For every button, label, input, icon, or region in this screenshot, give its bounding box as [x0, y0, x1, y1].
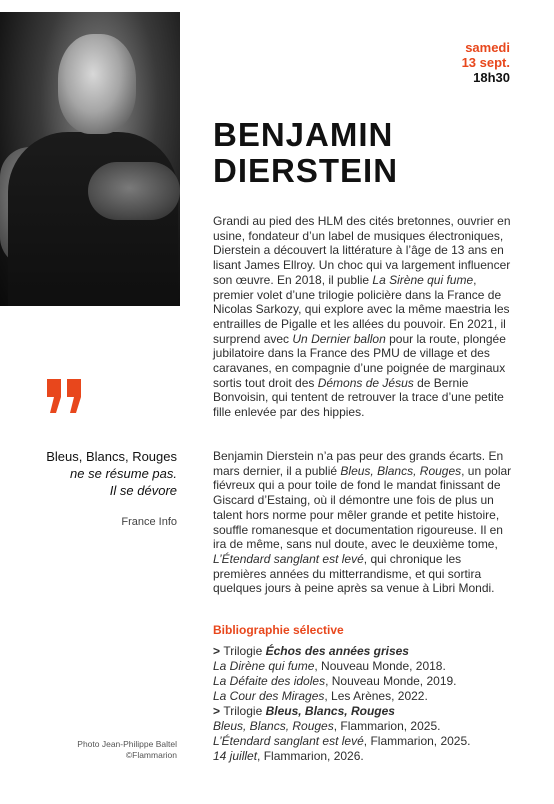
- bio-run: , qui chronique les premières années du mitterrandisme, et qui sortira quelques jours à peine après sa venue à Libri Mondi.: [213, 551, 495, 596]
- bio-paragraph-2: [213, 449, 513, 596]
- bio-run: Benjamin Dierstein n’a pas peur des grands écarts. En mars dernier, il a publié: [213, 449, 504, 478]
- bio-run: Grandi au pied des HLM des cités bretonnes, ouvrier en usine, fondateur d’un label de musiques électroniques, Dierstein a découvert la littérature à l’âge de 13 ans en lisant James Ellroy. Un choc qui va largement influencer son œuvre. En 2018, il publie: [213, 214, 511, 287]
- quote-line-3: Il se dévore: [109, 483, 177, 498]
- author-name-line1: BENJAMIN: [213, 116, 394, 153]
- bio-run: L’Étendard sanglant est levé: [213, 551, 364, 566]
- bibliography-item: La Dirène qui fume, Nouveau Monde, 2018.: [213, 659, 446, 673]
- bibliography-item: L’Étendard sanglant est levé, Flammarion, 2025.: [213, 734, 471, 748]
- photo-arm-right: [88, 162, 180, 220]
- bio-paragraph-2-text: [213, 449, 513, 596]
- bibliography-item: La Cour des Mirages, Les Arènes, 2022.: [213, 689, 428, 703]
- bibliography-item: Bleus, Blancs, Rouges, Flammarion, 2025.: [213, 719, 441, 733]
- bio-run: de Bernie Bonvoisin, qui tentent de retrouver la trace d’une petite fille enlevée par des hippies.: [213, 375, 504, 420]
- author-name: [213, 117, 398, 189]
- event-day: samedi: [465, 40, 510, 55]
- bibliography-title: Bibliographie sélective: [213, 623, 344, 637]
- bio-run: La Sirène qui fume: [372, 272, 474, 287]
- photo-credit: [77, 739, 177, 761]
- bibliography-series: > Trilogie Échos des années grises: [213, 644, 409, 658]
- photo-credit-line1: Photo Jean-Philippe Baltel: [77, 739, 177, 749]
- bibliography-list: [213, 644, 533, 764]
- bibliography-item: La Défaite des idoles, Nouveau Monde, 2019.: [213, 674, 457, 688]
- bio-run: , premier volet d’une trilogie policière dans la France de Nicolas Sarkozy, qui explore avec la même maestria les entrailles de Pigalle et les allées du pouvoir. En 2021, il surprend avec: [213, 272, 510, 346]
- event-date: [462, 40, 510, 85]
- press-quote: [46, 448, 177, 499]
- bibliography-item: 14 juillet, Flammarion, 2026.: [213, 749, 364, 763]
- event-time: 18h30: [473, 70, 510, 85]
- photo-head: [58, 34, 136, 134]
- bio-paragraph-1-text: [213, 214, 513, 420]
- bio-run: , un polar fiévreux qui a pour toile de fond le mandat finissant de Giscard d’Estaing, où il démontre une fois de plus un talent hors norme pour mêler grande et petite histoire, souffle romanesque et documentation rigoureuse. Il en ira de même, sans nul doute, avec le deuxième tome,: [213, 463, 512, 552]
- quote-source: France Info: [121, 516, 177, 528]
- event-date-text: 13 sept.: [461, 55, 510, 70]
- quote-mark-icon: [45, 375, 85, 417]
- bio-run: Bleus, Blancs, Rouges: [340, 463, 462, 478]
- bibliography-series: > Trilogie Bleus, Blancs, Rouges: [213, 704, 395, 718]
- quote-line-1: Bleus, Blancs, Rouges: [46, 449, 177, 464]
- photo-credit-line2: ©Flammarion: [125, 750, 177, 760]
- bio-run: pour la route, plongée jubilatoire dans la France des PMU de village et des caravanes, en compagnie d’une poignée de marginaux sortis tout droit des: [213, 331, 506, 390]
- bio-run: Un Dernier ballon: [292, 331, 386, 346]
- quote-line-2: ne se résume pas.: [70, 466, 177, 481]
- author-photo: [0, 12, 180, 306]
- bio-run: Démons de Jésus: [317, 375, 414, 390]
- author-name-line2: DIERSTEIN: [213, 152, 399, 189]
- bio-paragraph-1: [213, 214, 513, 420]
